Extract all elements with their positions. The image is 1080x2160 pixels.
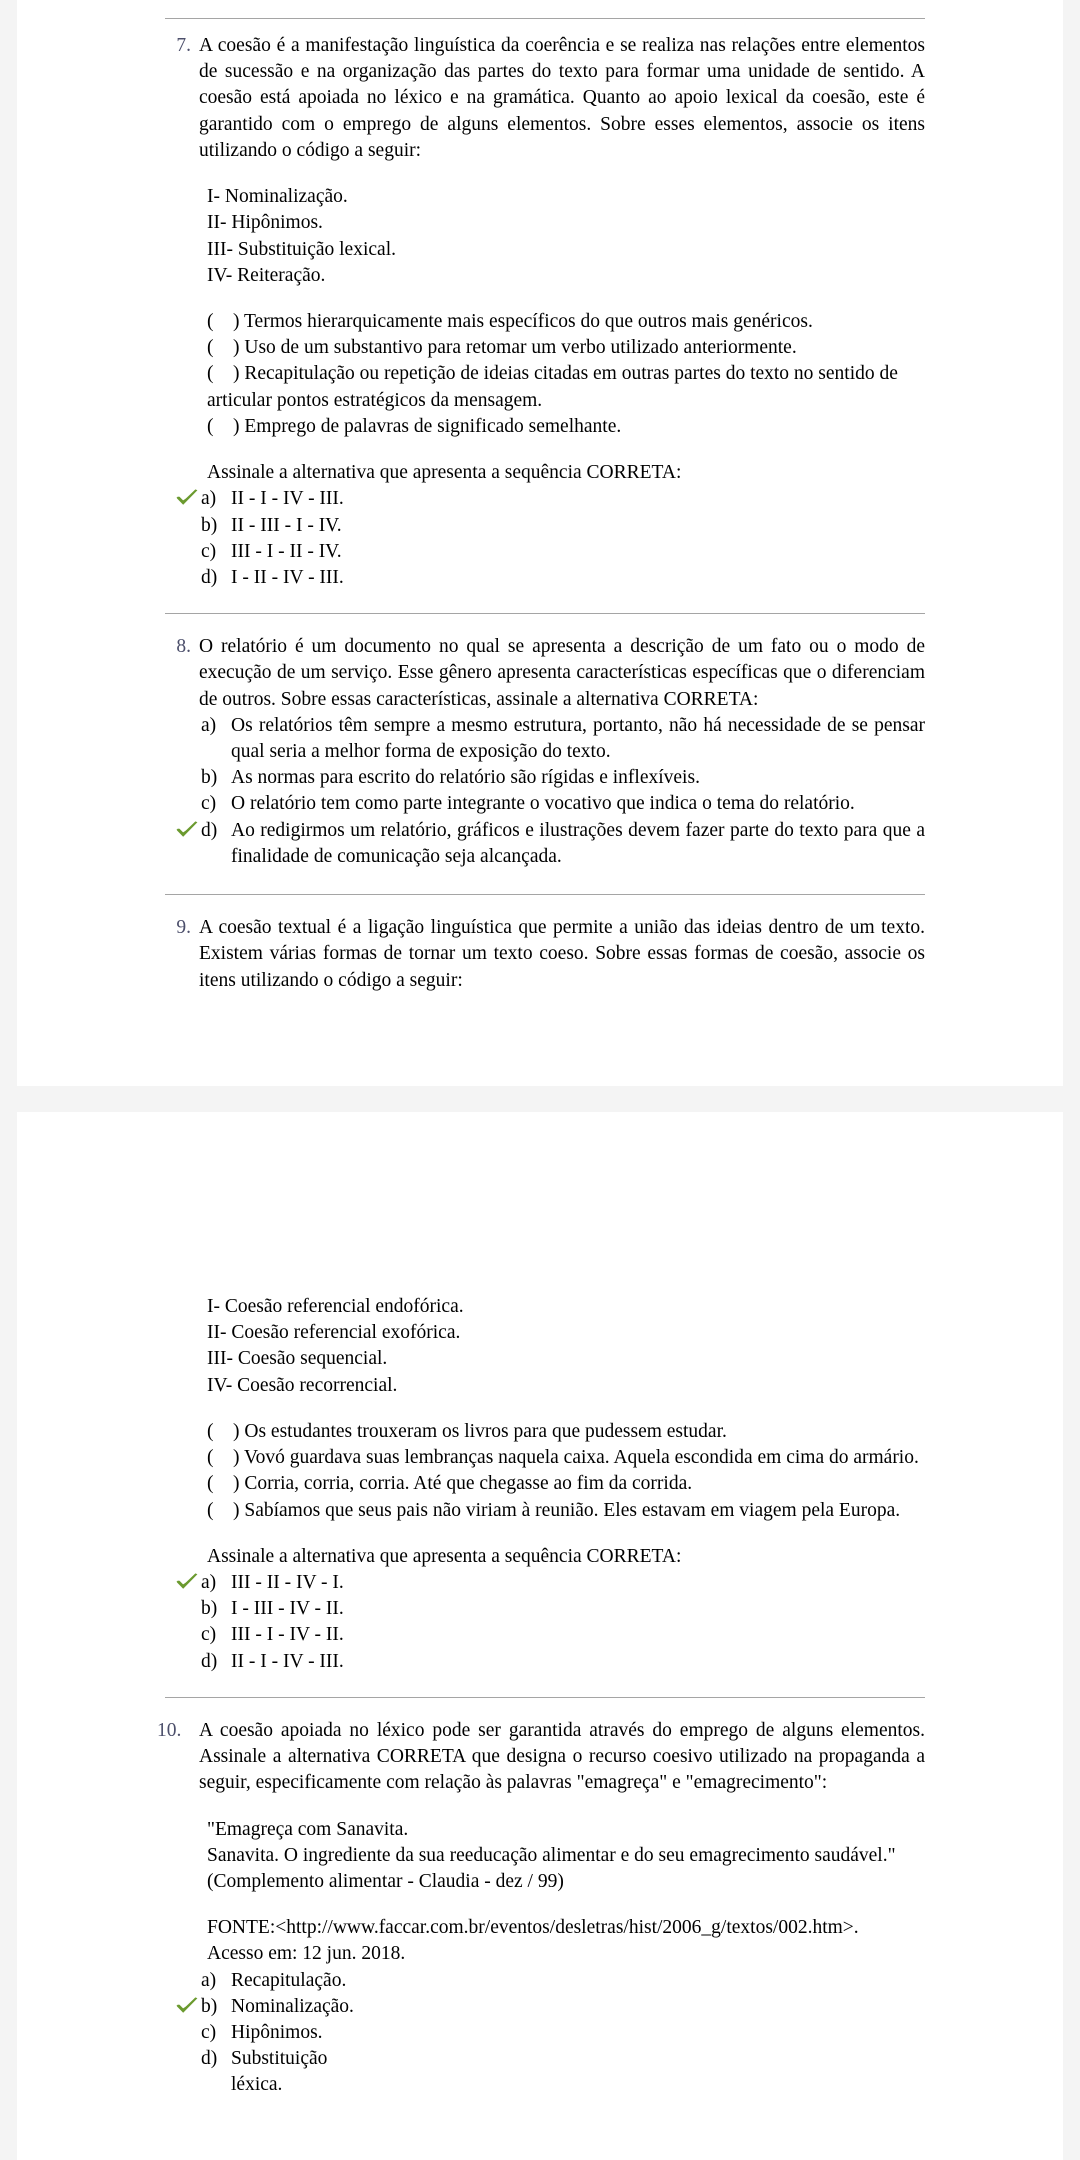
question-7 bbox=[165, 33, 925, 591]
alternative-letter: a) bbox=[201, 1571, 217, 1593]
alternative-option[interactable] bbox=[175, 539, 925, 565]
alternative-option[interactable] bbox=[175, 818, 925, 870]
check-placeholder bbox=[175, 768, 201, 789]
alternative-letter: a) bbox=[201, 714, 217, 736]
check-placeholder bbox=[175, 1625, 201, 1646]
blank-item[interactable]: ( ) Emprego de palavras de significado semelhante. bbox=[207, 415, 622, 437]
alternative-text: Recapitulação. bbox=[231, 1969, 347, 1991]
page-break bbox=[0, 1086, 1080, 1112]
alternative-text-main: Substituição bbox=[231, 2048, 328, 2070]
question-7-number: 7. bbox=[176, 35, 191, 56]
alternative-text: Ao redigirmos um relatório, gráficos e ilustrações devem fazer parte do texto para que a finalidade de comunicação seja alcançada. bbox=[231, 819, 925, 867]
roman-item: I- Coesão referencial endofórica. bbox=[207, 1296, 464, 1317]
question-10-alternatives bbox=[175, 1968, 925, 2099]
question-10-stem: A coesão apoiada no léxico pode ser garantida através do emprego de alguns elementos. Assinale a alternativa CORRETA que designa o recurso coesivo utilizado na propaganda a seguir, especificamente com relação às palavras "emagreça" e "emagrecimento": bbox=[199, 1719, 925, 1794]
alternative-text: As normas para escrito do relatório são rígidas e inflexíveis. bbox=[231, 767, 700, 789]
alternative-option[interactable] bbox=[175, 713, 925, 765]
alternative-text bbox=[231, 2046, 925, 2098]
alternative-option[interactable] bbox=[175, 1596, 925, 1622]
check-icon bbox=[175, 1573, 201, 1594]
alternative-option[interactable] bbox=[175, 791, 925, 817]
alternative-option[interactable] bbox=[175, 1968, 925, 1994]
question-9-number: 9. bbox=[176, 917, 191, 939]
alternative-option[interactable] bbox=[175, 2020, 925, 2046]
alternative-letter: c) bbox=[201, 793, 217, 815]
alternative-letter: c) bbox=[201, 2022, 217, 2044]
question-8-stem: O relatório é um documento no qual se apresenta a descrição de um fato ou o modo de execução de um serviço. Esse gênero apresenta características específicas que o diferenciam de outros. Sobre essas características, assinale a alternativa CORRETA: bbox=[199, 636, 925, 710]
alternative-text: Nominalização. bbox=[231, 1995, 354, 2017]
roman-item: II- Coesão referencial exofórica. bbox=[207, 1322, 461, 1344]
alternative-text: I - III - IV - II. bbox=[231, 1598, 344, 1620]
alternative-text: III - I - IV - II. bbox=[231, 1624, 344, 1646]
roman-item: IV- Reiteração. bbox=[207, 264, 326, 286]
alternative-text: II - I - IV - III. bbox=[231, 1650, 344, 1672]
check-placeholder bbox=[175, 542, 201, 563]
alternative-letter: d) bbox=[201, 566, 218, 588]
question-7-prompt: Assinale a alternativa que apresenta a sequência CORRETA: bbox=[207, 462, 682, 484]
check-placeholder bbox=[175, 568, 201, 589]
question-9 bbox=[165, 915, 925, 994]
roman-item: IV- Coesão recorrencial. bbox=[207, 1374, 398, 1396]
alternative-letter: c) bbox=[201, 1624, 217, 1646]
alternative-option[interactable] bbox=[175, 1622, 925, 1648]
question-9-alternatives bbox=[175, 1570, 925, 1675]
blank-item[interactable]: ( ) Sabíamos que seus pais não viriam à reunião. Eles estavam em viagem pela Europa. bbox=[207, 1499, 901, 1521]
check-placeholder bbox=[175, 1599, 201, 1620]
question-7-alternatives bbox=[175, 486, 925, 591]
alternative-letter: a) bbox=[201, 1969, 217, 1991]
alternative-letter: b) bbox=[201, 514, 218, 536]
check-placeholder bbox=[175, 1971, 201, 1992]
question-10-source bbox=[207, 1915, 925, 1967]
alternative-option[interactable] bbox=[175, 1649, 925, 1675]
alternative-letter: d) bbox=[201, 1650, 218, 1672]
alternative-text: Hipônimos. bbox=[231, 2022, 323, 2044]
question-10-quote bbox=[207, 1817, 925, 1896]
alternative-letter: d) bbox=[201, 2048, 218, 2070]
check-icon bbox=[175, 1997, 201, 2018]
check-icon bbox=[175, 489, 201, 510]
source-line: FONTE:<http://www.faccar.com.br/eventos/desletras/hist/2006_g/textos/002.htm>. bbox=[207, 1917, 859, 1939]
question-7-stem: A coesão é a manifestação linguística da coerência e se realiza nas relações entre elementos de sucessão e na organização das partes do texto para formar uma unidade de sentido. A coesão está apoiada no léxico e na gramática. Quanto ao apoio lexical da coesão, este é garantido com o emprego de alguns elementos. Sobre esses elementos, associe os itens utilizando o código a seguir: bbox=[199, 35, 925, 161]
question-7-blank-list bbox=[207, 309, 925, 440]
question-9-stem: A coesão textual é a ligação linguística que permite a união das ideias dentro de um texto. Existem várias formas de tornar um texto coeso. Sobre essas formas de coesão, associe os itens utilizando o código a seguir: bbox=[199, 917, 925, 991]
check-placeholder bbox=[175, 1652, 201, 1673]
question-8 bbox=[165, 634, 925, 870]
alternative-letter: c) bbox=[201, 540, 217, 562]
alternative-text: III - I - II - IV. bbox=[231, 540, 342, 562]
check-placeholder bbox=[175, 2049, 201, 2070]
question-10-number: 10. bbox=[157, 1719, 182, 1741]
alternative-letter: d) bbox=[201, 819, 218, 841]
question-9-roman-list bbox=[207, 1294, 925, 1399]
alternative-option[interactable] bbox=[175, 2046, 925, 2098]
alternative-letter: b) bbox=[201, 1598, 218, 1620]
alternative-text: III - II - IV - I. bbox=[231, 1571, 344, 1593]
alternative-text: II - I - IV - III. bbox=[231, 488, 344, 510]
roman-item: II- Hipônimos. bbox=[207, 212, 323, 234]
blank-item[interactable]: ( ) Vovó guardava suas lembranças naquela caixa. Aquela escondida em cima do armário. bbox=[207, 1447, 919, 1469]
question-8-alternatives bbox=[175, 713, 925, 870]
check-placeholder bbox=[175, 2023, 201, 2044]
quote-line: "Emagreça com Sanavita. bbox=[207, 1818, 409, 1840]
question-7-roman-list bbox=[207, 184, 925, 289]
alternative-option[interactable] bbox=[175, 565, 925, 591]
check-placeholder bbox=[175, 516, 201, 537]
blank-item[interactable]: ( ) Uso de um substantivo para retomar um verbo utilizado anteriormente. bbox=[207, 337, 797, 359]
alternative-text-continuation: léxica. bbox=[231, 2074, 283, 2096]
alternative-letter: a) bbox=[201, 488, 217, 510]
quote-line: (Complemento alimentar - Claudia - dez / 99) bbox=[207, 1870, 564, 1892]
page-2 bbox=[17, 1112, 1063, 2160]
blank-item[interactable]: ( ) Corria, corria, corria. Até que chegasse ao fim da corrida. bbox=[207, 1473, 693, 1495]
page-1 bbox=[17, 0, 1063, 1086]
alternative-option[interactable] bbox=[175, 513, 925, 539]
question-9-continued bbox=[165, 1294, 925, 1675]
alternative-text: O relatório tem como parte integrante o vocativo que indica o tema do relatório. bbox=[231, 793, 855, 815]
blank-item[interactable]: ( ) Termos hierarquicamente mais específicos do que outros mais genéricos. bbox=[207, 310, 813, 332]
roman-item: I- Nominalização. bbox=[207, 186, 348, 208]
check-icon bbox=[175, 821, 201, 842]
alternative-text: I - II - IV - III. bbox=[231, 566, 344, 588]
quote-line: Sanavita. O ingrediente da sua reeducação alimentar e do seu emagrecimento saudável." bbox=[207, 1844, 896, 1866]
alternative-option[interactable] bbox=[175, 765, 925, 791]
alternative-option[interactable] bbox=[175, 1570, 925, 1596]
question-9-prompt: Assinale a alternativa que apresenta a sequência CORRETA: bbox=[207, 1545, 682, 1567]
blank-item[interactable]: ( ) Os estudantes trouxeram os livros para que pudessem estudar. bbox=[207, 1420, 727, 1442]
alternative-letter: b) bbox=[201, 767, 218, 789]
roman-item: III- Coesão sequencial. bbox=[207, 1348, 388, 1370]
source-line: Acesso em: 12 jun. 2018. bbox=[207, 1943, 406, 1965]
question-9-blank-list bbox=[207, 1419, 925, 1524]
roman-item: III- Substituição lexical. bbox=[207, 238, 396, 260]
check-placeholder bbox=[175, 716, 201, 737]
check-placeholder bbox=[175, 794, 201, 815]
alternative-letter: b) bbox=[201, 1995, 218, 2017]
alternative-text: Os relatórios têm sempre a mesmo estrutura, portanto, não há necessidade de se pensar qual seria a melhor forma de exposição do texto. bbox=[231, 714, 925, 763]
question-10 bbox=[157, 1718, 925, 2099]
blank-item[interactable]: ( ) Recapitulação ou repetição de ideias citadas em outras partes do texto no sentido de articular pontos estratégicos da mensagem. bbox=[207, 363, 903, 411]
alternative-option[interactable] bbox=[175, 1994, 925, 2020]
question-8-number: 8. bbox=[176, 636, 191, 658]
alternative-text: II - III - I - IV. bbox=[231, 514, 342, 536]
alternative-option[interactable] bbox=[175, 486, 925, 512]
